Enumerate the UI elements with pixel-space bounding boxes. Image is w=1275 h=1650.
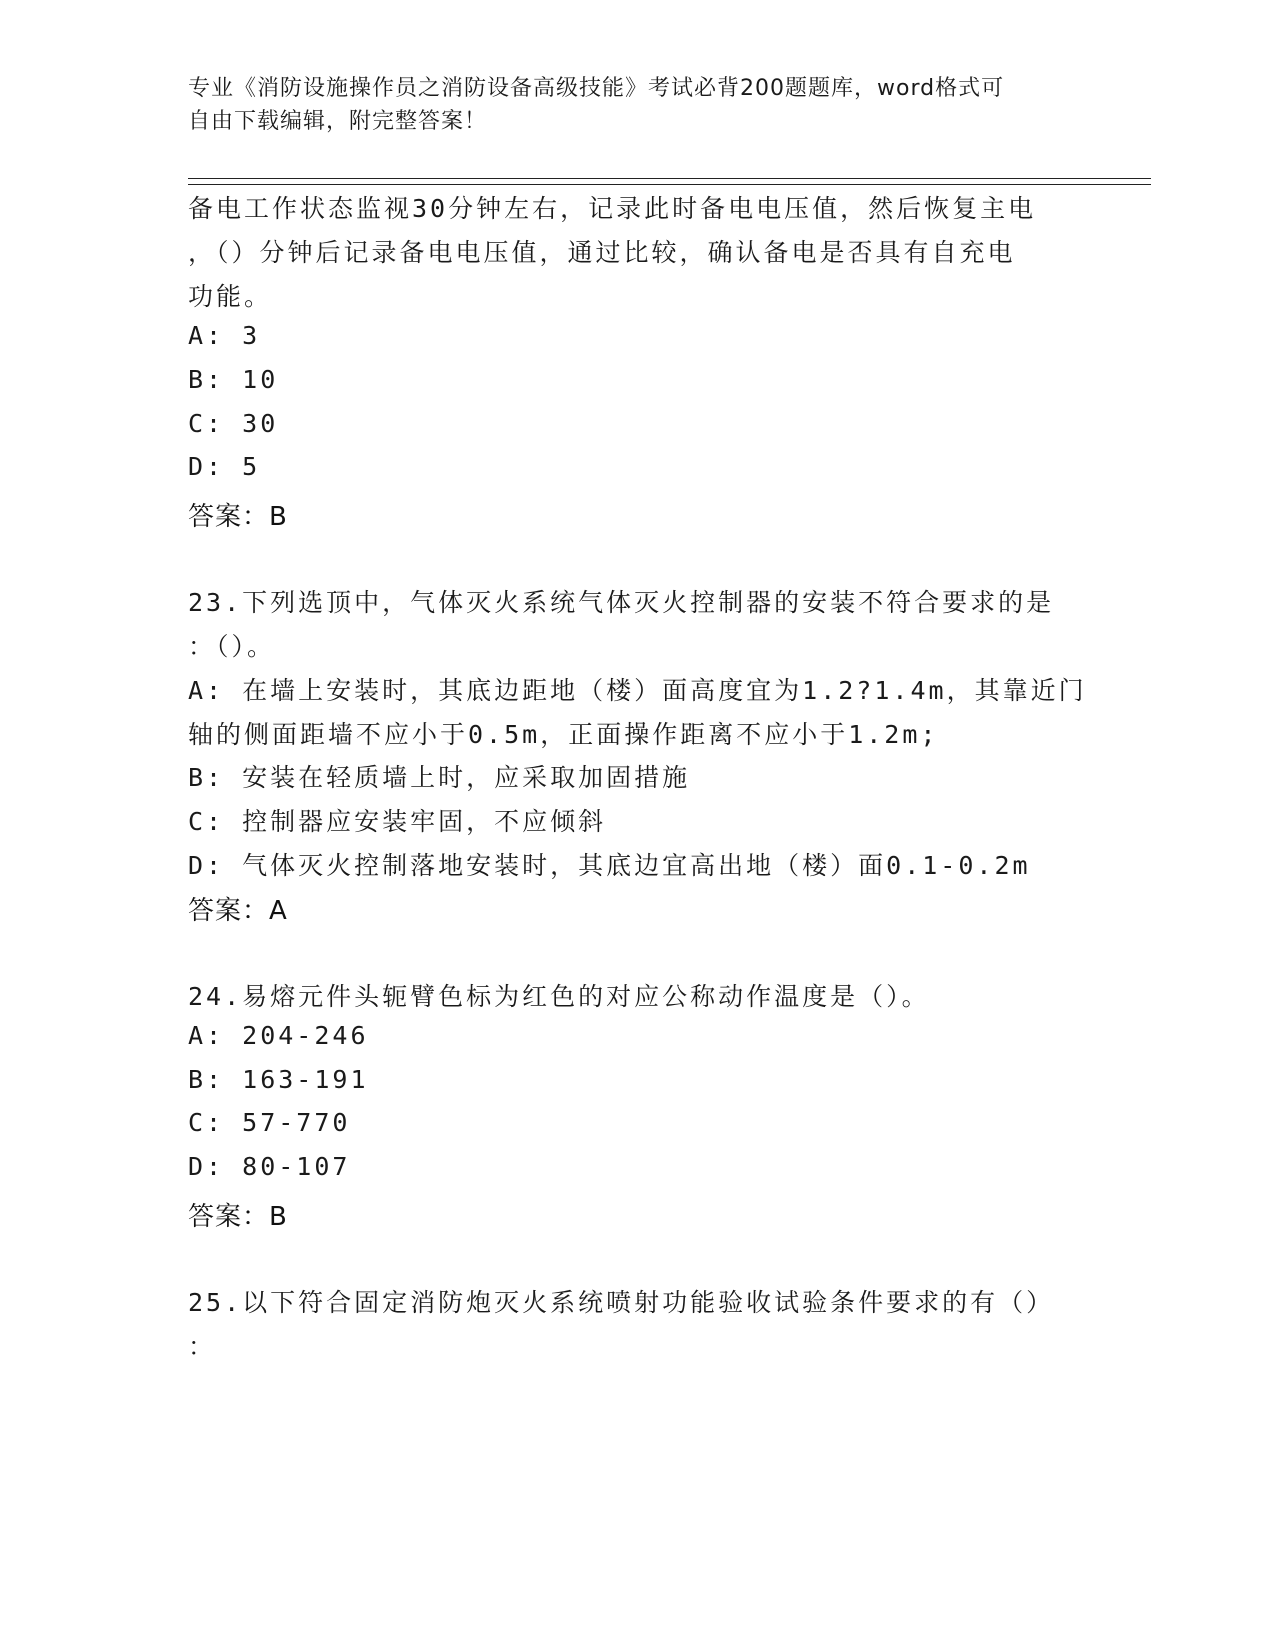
q25-stem-line-2: ：: [188, 1332, 217, 1361]
q22-option-a: A: 3: [188, 321, 261, 350]
q23-option-a-line-2: 轴的侧面距墙不应小于0.5m，正面操作距离不应小于1.2m;: [188, 720, 939, 749]
q24-stem: 24.易熔元件头轭臂色标为红色的对应公称动作温度是（）。: [188, 982, 930, 1011]
q23-option-c: C: 控制器应安装牢固，不应倾斜: [188, 807, 607, 836]
q22-option-c: C: 30: [188, 409, 279, 438]
q24-option-b: B: 163-191: [188, 1065, 369, 1094]
q24-option-a: A: 204-246: [188, 1021, 369, 1050]
q22-stem-line-2: ，（）分钟后记录备电电压值，通过比较，确认备电是否具有自充电: [188, 238, 1016, 267]
q25-stem-line-1: 25.以下符合固定消防炮灭火系统喷射功能验收试验条件要求的有（）: [188, 1288, 1055, 1317]
q23-stem-line-1: 23.下列选顶中，气体灭火系统气体灭火控制器的安装不符合要求的是: [188, 588, 1055, 617]
q24-answer: 答案：B: [188, 1202, 288, 1232]
q22-answer: 答案：B: [188, 502, 288, 532]
q23-answer: 答案：A: [188, 896, 288, 926]
header-title-line-2: 自由下载编辑，附完整答案！: [188, 109, 488, 134]
q24-option-d: D: 80-107: [188, 1152, 351, 1181]
header-divider-bottom: [188, 184, 1151, 185]
q22-stem-line-3: 功能。: [188, 282, 273, 311]
document-header: [188, 72, 1088, 138]
q24-option-c: C: 57-770: [188, 1108, 351, 1137]
q23-option-a-line-1: A: 在墙上安装时，其底边距地（楼）面高度宜为1.2?1.4m，其靠近门: [188, 676, 1087, 705]
q22-option-b: B: 10: [188, 365, 279, 394]
q22-stem-line-1: 备电工作状态监视30分钟左右，记录此时备电电压值，然后恢复主电: [188, 194, 1037, 223]
header-divider-top: [188, 178, 1151, 179]
header-title-line-1: 专业《消防设施操作员之消防设备高级技能》考试必背200题题库，word格式可: [188, 76, 1005, 101]
q23-stem-line-2: ：（）。: [188, 632, 276, 661]
q23-option-b: B: 安装在轻质墙上时，应采取加固措施: [188, 763, 691, 792]
q22-option-d: D: 5: [188, 452, 261, 481]
q23-option-d: D: 气体灭火控制落地安装时，其底边宜高出地（楼）面0.1-0.2m: [188, 851, 1031, 880]
